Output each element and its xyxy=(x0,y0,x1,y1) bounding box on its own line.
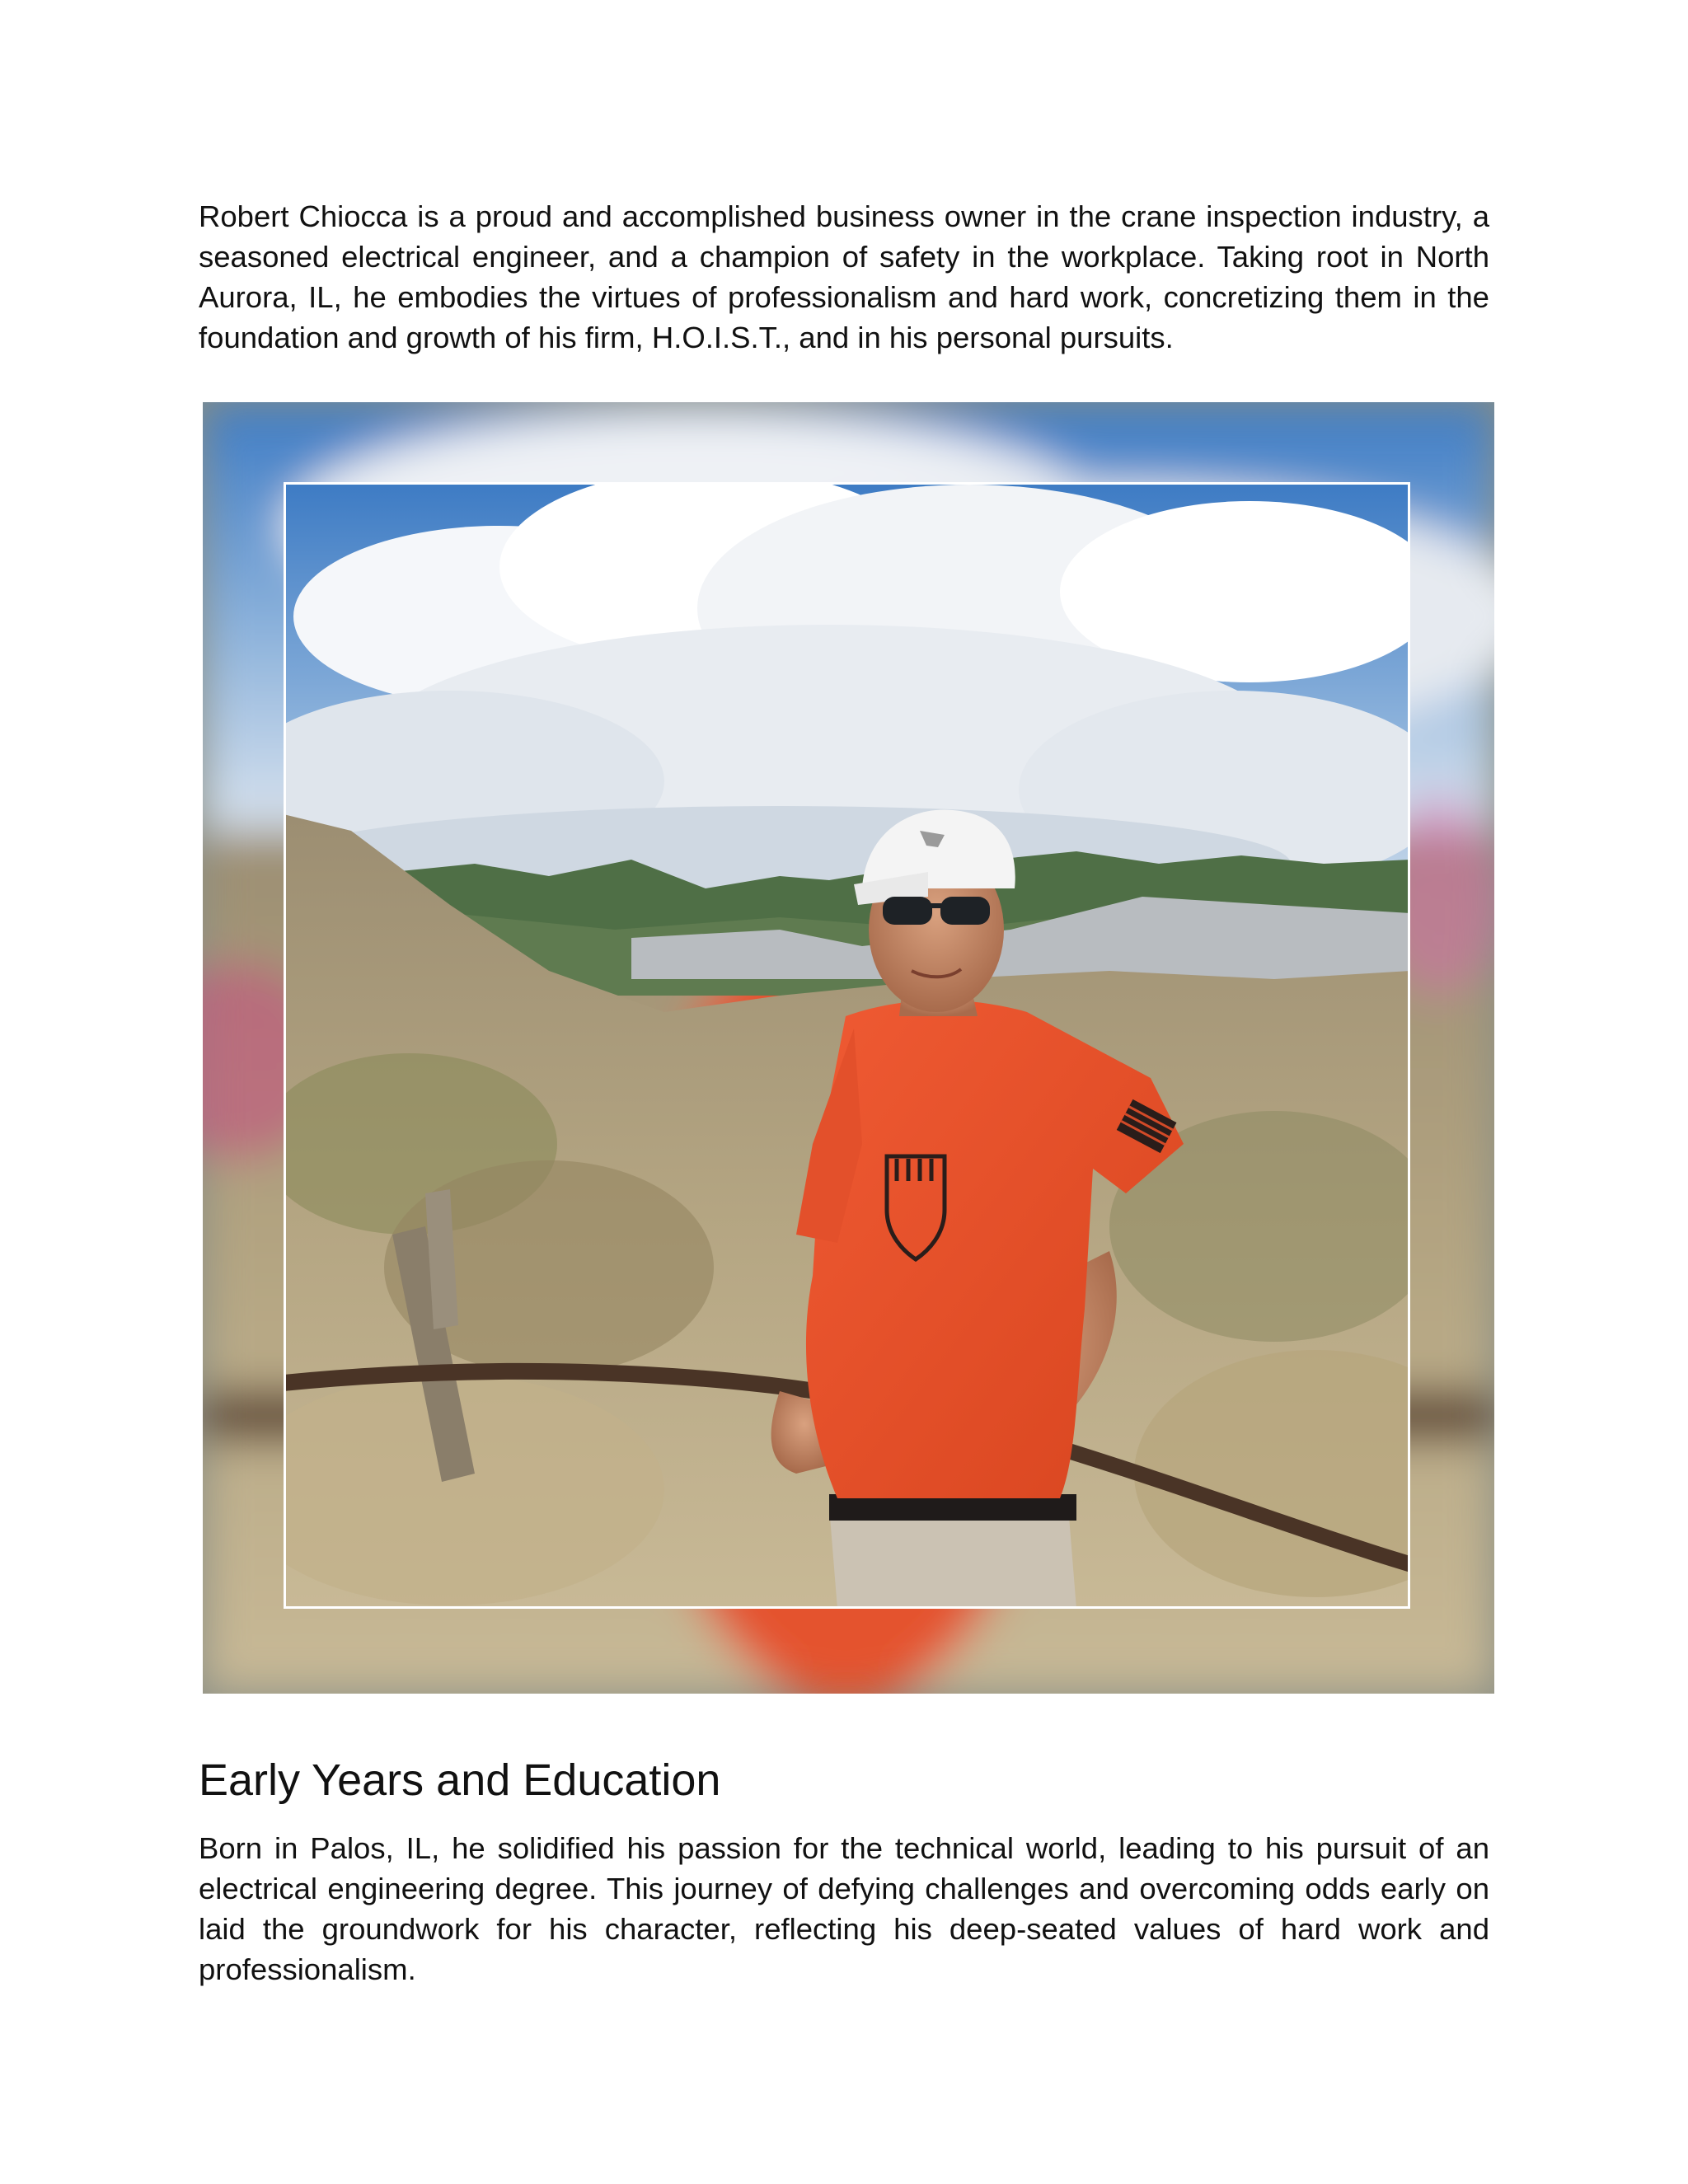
early-years-paragraph: Born in Palos, IL, he solidified his passion for the technical world, leading to his pursuit of an electrical engineering degree. This journey of defying challenges and overcoming odds early on laid the groundwork for his character, reflecting his deep-seated values of hard work and professionalism. xyxy=(199,1831,1489,1986)
intro-paragraph: Robert Chiocca is a proud and accomplished business owner in the crane inspection industry, a seasoned electrical engineer, and a champion of safety in the workplace. Taking root in North Aurora, IL, he embodies the virtues of professionalism and hard work, concretizing them in the foundation and growth of his firm, H.O.I.S.T., and in his personal pursuits. xyxy=(199,199,1489,354)
section-heading-early-years: Early Years and Education xyxy=(199,1755,721,1805)
profile-photo xyxy=(203,402,1494,1694)
